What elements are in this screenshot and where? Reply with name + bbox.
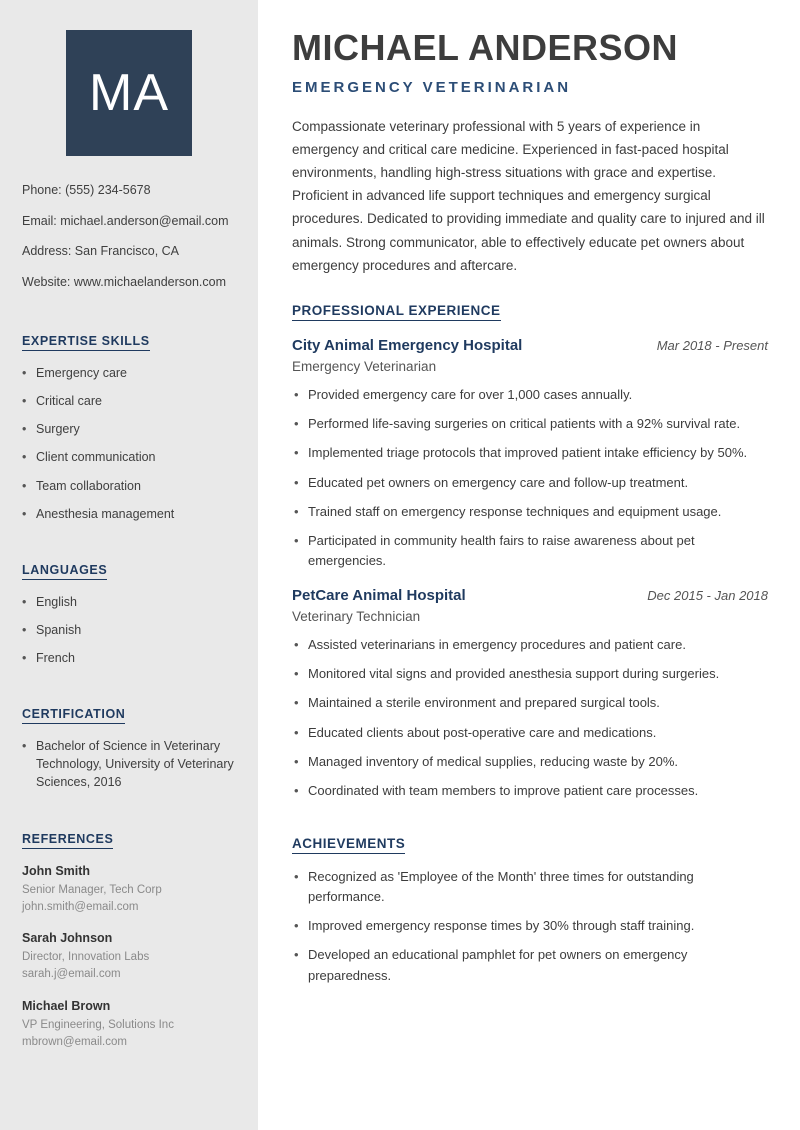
- certification-heading: CERTIFICATION: [22, 707, 125, 724]
- reference-email: john.smith@email.com: [22, 900, 139, 913]
- reference-entry: [22, 999, 236, 1052]
- skills-section: [22, 304, 236, 523]
- languages-heading: LANGUAGES: [22, 563, 107, 580]
- skill-item: • Surgery: [22, 420, 236, 438]
- certification-section: [22, 677, 236, 791]
- skill-item: • Emergency care: [22, 364, 236, 382]
- company-name: City Animal Emergency Hospital: [292, 337, 523, 355]
- reference-title: Director, Innovation Labs: [22, 951, 150, 963]
- job-bullet: • Trained staff on emergency response techniques and equipment usage.: [292, 502, 768, 522]
- certification-list: [22, 737, 236, 791]
- job-bullet: • Managed inventory of medical supplies, reducing waste by 20%.: [292, 752, 768, 772]
- reference-email: sarah.j@email.com: [22, 968, 121, 981]
- achievements-section: [292, 810, 768, 986]
- languages-section: [22, 533, 236, 667]
- reference-name: Sarah Johnson: [22, 931, 113, 945]
- monogram-avatar: [66, 30, 192, 156]
- job-dates: Dec 2015 - Jan 2018: [647, 588, 768, 604]
- sidebar: [0, 0, 258, 1130]
- job-bullet: • Monitored vital signs and provided anesthesia support during surgeries.: [292, 664, 768, 684]
- certification-item: • Bachelor of Science in Veterinary Technology, University of Veterinary Sciences, 2016: [22, 737, 236, 791]
- achievements-heading: ACHIEVEMENTS: [292, 836, 405, 854]
- job-dates: Mar 2018 - Present: [656, 338, 768, 354]
- achievement-item: • Recognized as 'Employee of the Month' three times for outstanding performance.: [292, 867, 768, 907]
- job-bullet-list: [292, 385, 768, 571]
- contact-email: Email: michael.anderson@email.com: [22, 213, 229, 228]
- job-bullet: • Performed life-saving surgeries on critical patients with a 92% survival rate.: [292, 414, 768, 434]
- references-heading: REFERENCES: [22, 832, 113, 849]
- job-bullet: • Provided emergency care for over 1,000 cases annually.: [292, 385, 768, 405]
- job-role: Emergency Veterinarian: [292, 359, 437, 375]
- reference-name: John Smith: [22, 863, 91, 878]
- main-content: [258, 0, 800, 1130]
- reference-email: mbrown@email.com: [22, 1035, 127, 1048]
- job-entry: [292, 337, 768, 571]
- languages-list: [22, 593, 236, 667]
- reference-title: VP Engineering, Solutions Inc: [22, 1018, 174, 1031]
- achievement-item: • Developed an educational pamphlet for pet owners on emergency preparedness.: [292, 945, 768, 985]
- job-bullet: • Maintained a sterile environment and prepared surgical tools.: [292, 693, 768, 713]
- experience-heading: PROFESSIONAL EXPERIENCE: [292, 303, 501, 321]
- monogram-initials: MA: [89, 64, 169, 122]
- reference-title: Senior Manager, Tech Corp: [22, 883, 162, 896]
- references-section: [22, 802, 236, 1052]
- contact-website: Website: www.michaelanderson.com: [22, 274, 227, 289]
- job-bullet: • Assisted veterinarians in emergency procedures and patient care.: [292, 635, 768, 655]
- achievements-list: [292, 867, 768, 986]
- job-bullet-list: [292, 635, 768, 801]
- reference-entry: [22, 931, 236, 984]
- skills-list: [22, 364, 236, 523]
- achievement-item: • Improved emergency response times by 30% through staff training.: [292, 916, 768, 936]
- job-bullet: • Educated pet owners on emergency care and follow-up treatment.: [292, 473, 768, 493]
- language-item: • French: [22, 649, 236, 667]
- skill-item: • Critical care: [22, 392, 236, 410]
- person-title: EMERGENCY VETERINARIAN: [292, 78, 572, 96]
- person-name: MICHAEL ANDERSON: [292, 27, 679, 68]
- contact-address: Address: San Francisco, CA: [22, 244, 180, 258]
- job-bullet: • Educated clients about post-operative care and medications.: [292, 723, 768, 743]
- job-header: [292, 587, 768, 604]
- job-entry: [292, 587, 768, 801]
- contact-info: [22, 182, 236, 291]
- skill-item: • Team collaboration: [22, 477, 236, 495]
- job-role: Veterinary Technician: [292, 609, 421, 625]
- skill-item: • Anesthesia management: [22, 505, 236, 523]
- company-name: PetCare Animal Hospital: [292, 587, 466, 605]
- language-item: • Spanish: [22, 621, 236, 639]
- experience-section: [292, 277, 768, 801]
- contact-phone: Phone: (555) 234-5678: [22, 183, 151, 197]
- summary-paragraph: Compassionate veterinary professional with 5 years of experience in emergency and critical care medicine. Experienced in fast-paced hospital environments, handling high-stress situations with grace and expertise. Proficient in advanced life support techniques and emergency surgical procedures. Dedicated to providing immediate and quality care to injured and ill animals. Strong communicator, able to effectively educate pet owners about emergency procedures and aftercare.: [292, 118, 765, 273]
- job-bullet: • Coordinated with team members to improve patient care processes.: [292, 781, 768, 801]
- skill-item: • Client communication: [22, 448, 236, 466]
- reference-name: Michael Brown: [22, 998, 111, 1013]
- reference-entry: [22, 864, 236, 917]
- job-header: [292, 337, 768, 354]
- skills-heading: EXPERTISE SKILLS: [22, 334, 150, 351]
- language-item: • English: [22, 593, 236, 611]
- job-bullet: • Participated in community health fairs to raise awareness about pet emergencies.: [292, 531, 768, 571]
- job-bullet: • Implemented triage protocols that improved patient intake efficiency by 50%.: [292, 443, 768, 463]
